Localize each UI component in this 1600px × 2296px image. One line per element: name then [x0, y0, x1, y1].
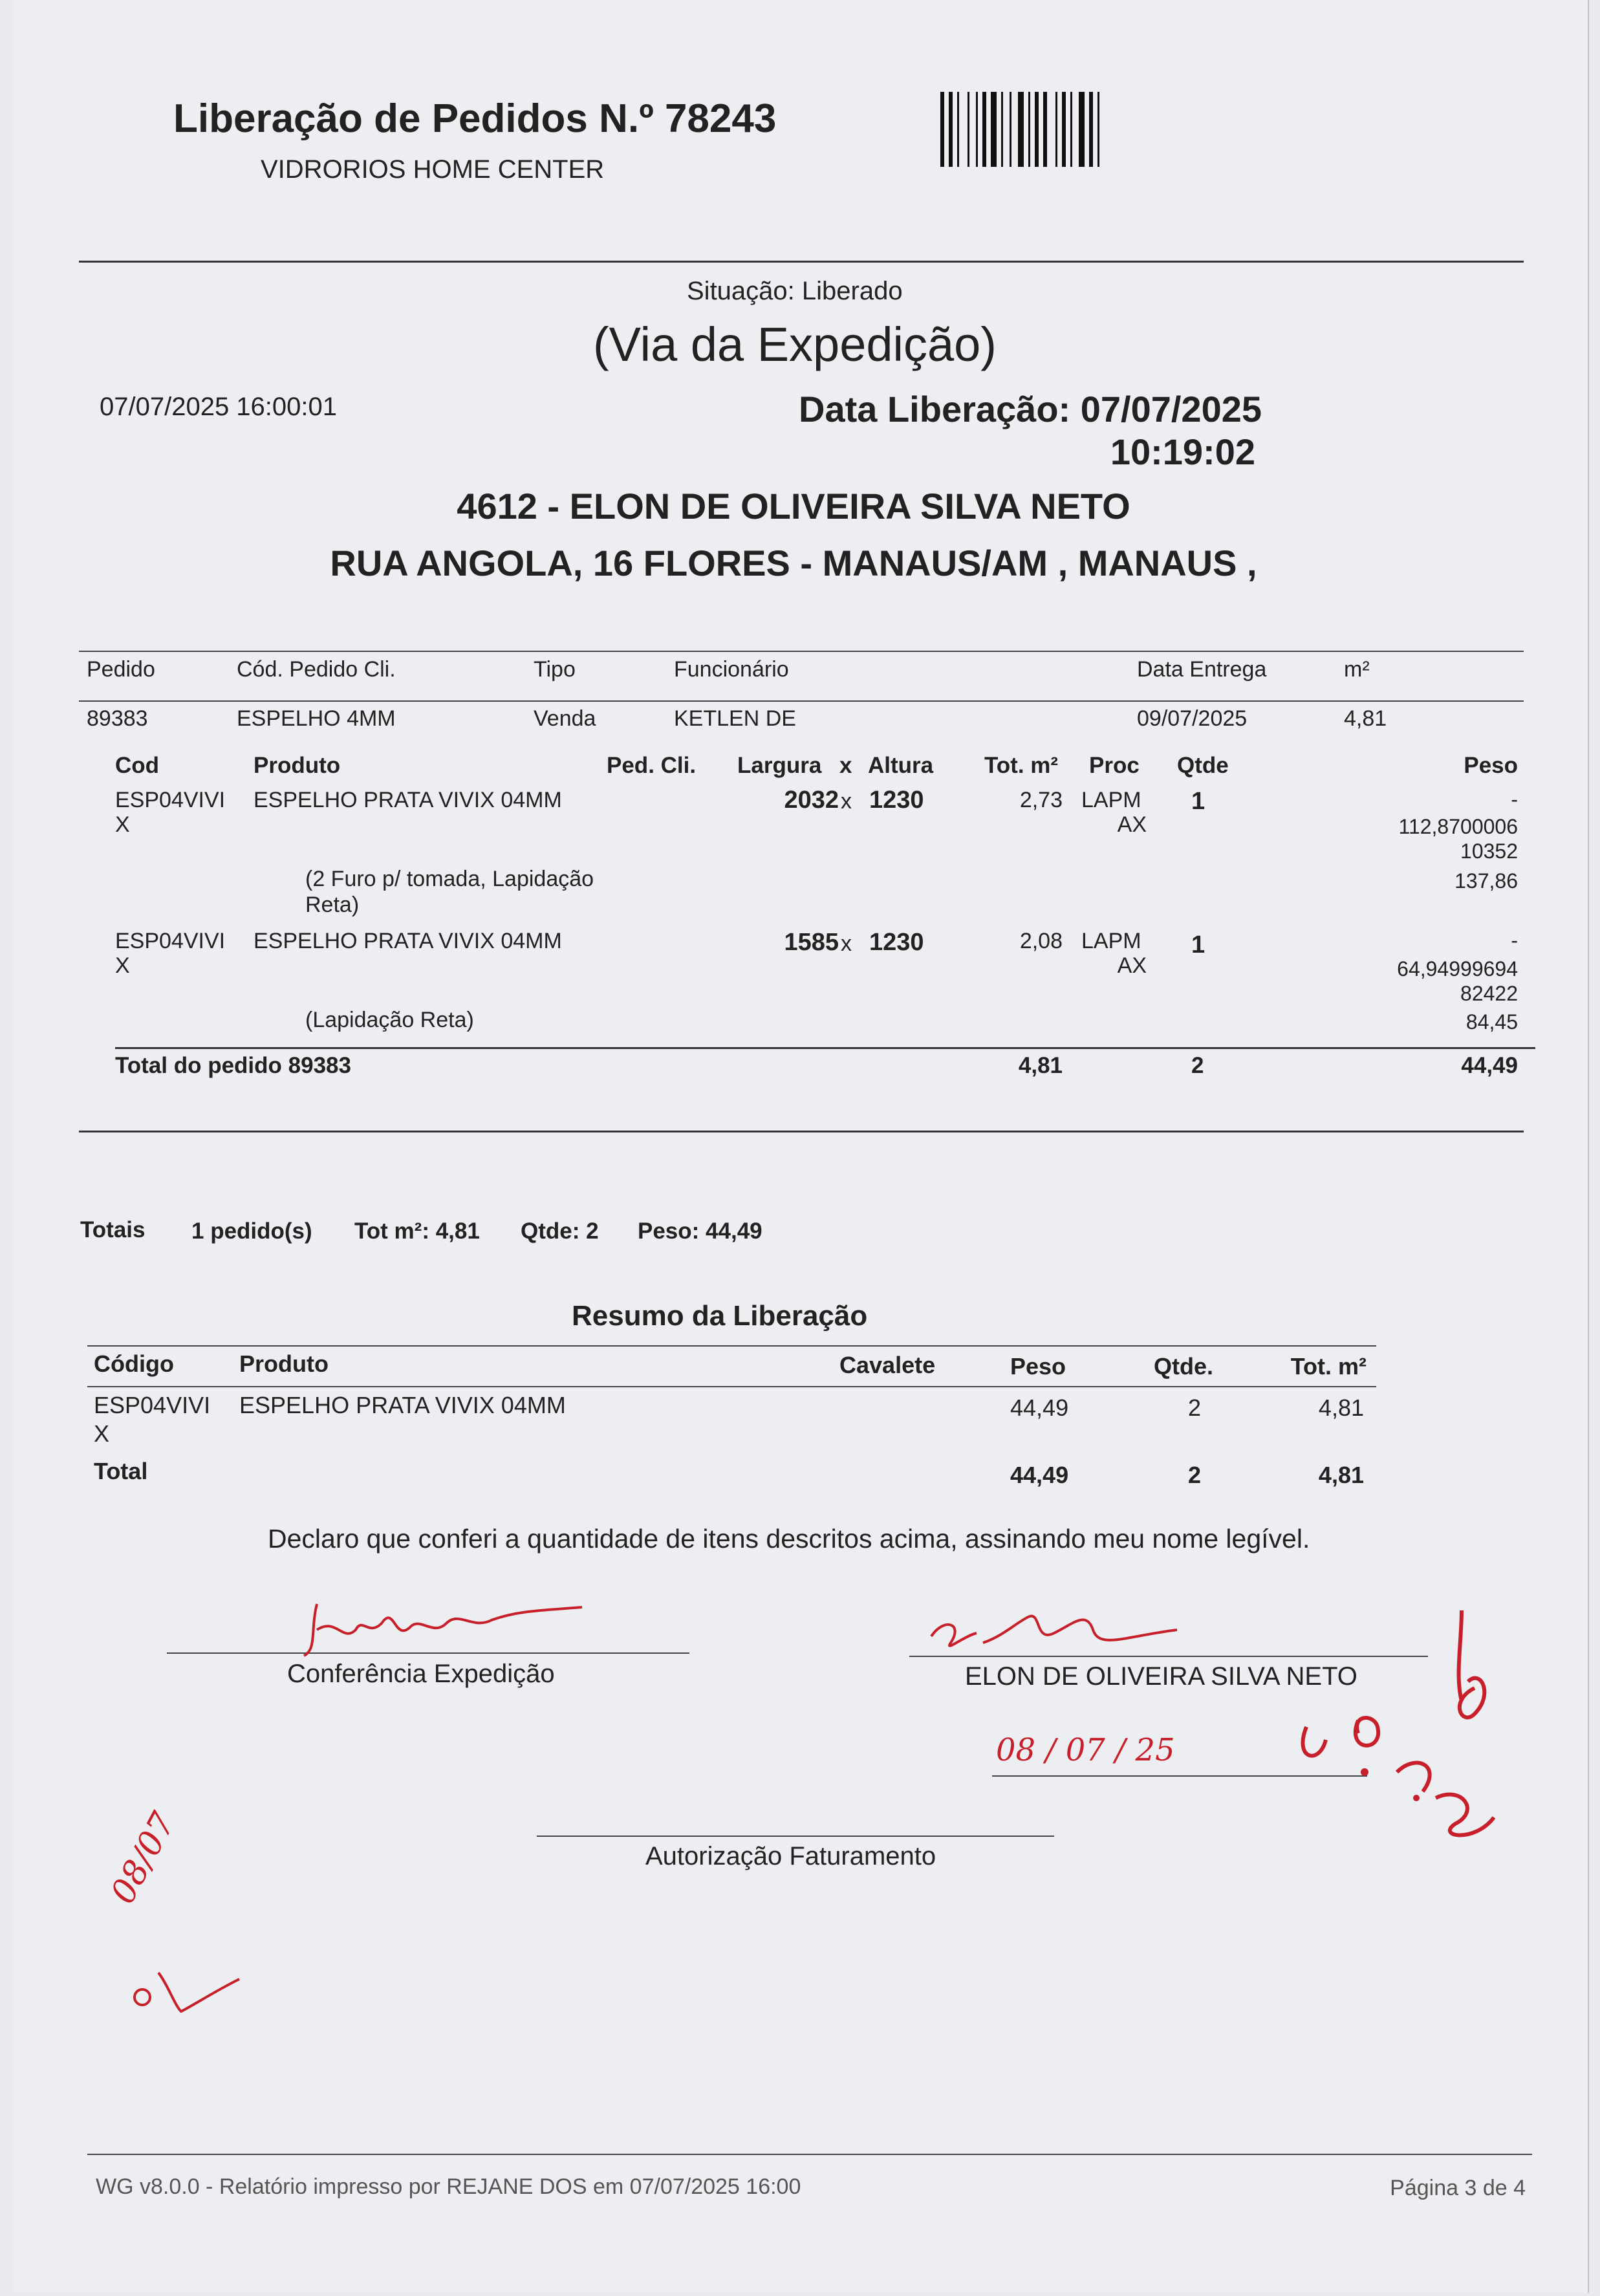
summary-row-codigo-cont: X [94, 1420, 110, 1447]
items-col-largura: Largura [737, 753, 822, 778]
summary-row-tot-m2: 4,81 [1318, 1394, 1364, 1421]
address-line: RUA ANGOLA, 16 FLORES - MANAUS/AM , MANAUS , [330, 543, 1257, 583]
items-col-proc: Proc [1089, 753, 1140, 778]
company-name: VIDRORIOS HOME CENTER [261, 155, 605, 184]
summary-total-qtde: 2 [1187, 1462, 1201, 1488]
copy-label: (Via da Expedição) [593, 318, 997, 371]
order-header-top-rule [79, 651, 1524, 652]
item2-cod-cont: X [115, 953, 130, 978]
document-sheet [13, 0, 1589, 2293]
totals-orders: 1 pedido(s) [191, 1218, 312, 1244]
item1-cod-cont: X [115, 812, 130, 837]
order-total-qtde: 2 [1191, 1053, 1204, 1078]
summary-total-tot-m2: 4,81 [1318, 1462, 1364, 1488]
col-cod-pedido-cli: Cód. Pedido Cli. [237, 657, 396, 682]
footer-page: Página 3 de 4 [1390, 2176, 1526, 2200]
item1-tot-m2: 2,73 [1019, 788, 1063, 812]
summary-col-qtde: Qtde. [1154, 1353, 1214, 1380]
items-col-ped-cli: Ped. Cli. [607, 753, 697, 778]
summary-total-label: Total [94, 1458, 148, 1484]
totals-label: Totais [80, 1217, 146, 1242]
item1-produto: ESPELHO PRATA VIVIX 04MM [254, 788, 562, 812]
item2-peso-dash: - [1511, 929, 1518, 952]
order-total-label: Total do pedido 89383 [115, 1053, 351, 1078]
footer-rule [87, 2154, 1532, 2155]
item2-peso-raw-cont: 82422 [1460, 982, 1518, 1005]
col-pedido: Pedido [87, 657, 155, 682]
val-funcionario: KETLEN DE [674, 706, 796, 731]
order-header-bottom-rule [79, 700, 1524, 702]
declaration-text: Declaro que conferi a quantidade de itens descritos acima, assinando meu nome legível. [268, 1524, 1310, 1554]
item1-peso-raw: 112,8700006 [1398, 815, 1518, 838]
item2-tot-m2: 2,08 [1019, 929, 1063, 953]
margin-initials [129, 1947, 272, 2024]
items-col-x: x [839, 753, 852, 778]
val-pedido: 89383 [87, 706, 148, 731]
col-funcionario: Funcionário [674, 657, 789, 682]
summary-col-produto: Produto [239, 1350, 329, 1377]
item1-peso-dash: - [1511, 788, 1518, 811]
item1-altura: 1230 [869, 786, 924, 814]
order-total-peso: 44,49 [1461, 1053, 1518, 1078]
summary-col-codigo: Código [94, 1350, 174, 1377]
signature-large-right [1268, 1604, 1513, 1876]
val-tipo: Venda [534, 706, 596, 731]
item2-note: (Lapidação Reta) [305, 1008, 474, 1032]
val-data-entrega: 09/07/2025 [1137, 706, 1248, 731]
status-text: Situação: Liberado [687, 277, 903, 305]
col-m2: m² [1344, 657, 1370, 682]
summary-col-tot-m2: Tot. m² [1290, 1353, 1367, 1380]
document-title: Liberação de Pedidos N.º 78243 [173, 96, 777, 141]
handwritten-date: 08 / 07 / 25 [996, 1732, 1175, 1768]
signature-left [297, 1591, 589, 1669]
item2-proc-cont: AX [1117, 953, 1147, 978]
item1-proc-cont: AX [1117, 812, 1147, 837]
printed-timestamp: 07/07/2025 16:00:01 [100, 393, 338, 421]
item2-peso-raw: 64,94999694 [1397, 957, 1518, 980]
item2-altura: 1230 [869, 929, 924, 956]
item2-cod: ESP04VIVI [115, 929, 226, 953]
items-col-tot-m2: Tot. m² [984, 753, 1059, 778]
item1-note-cont: Reta) [305, 893, 360, 917]
item2-produto: ESPELHO PRATA VIVIX 04MM [254, 929, 562, 953]
items-col-produto: Produto [254, 753, 341, 778]
col-tipo: Tipo [534, 657, 576, 682]
col-data-entrega: Data Entrega [1137, 657, 1267, 682]
summary-row-codigo: ESP04VIVI [94, 1392, 211, 1418]
order-total-rule [115, 1047, 1535, 1049]
billing-label: Autorização Faturamento [645, 1842, 936, 1870]
signature-right [918, 1597, 1190, 1669]
section-divider [79, 1131, 1524, 1132]
signature-label-left: Conferência Expedição [287, 1660, 555, 1688]
summary-total-peso: 44,49 [1010, 1462, 1069, 1488]
items-col-cod: Cod [115, 753, 160, 778]
val-cod-pedido-cli: ESPELHO 4MM [237, 706, 396, 731]
totals-peso: Peso: 44,49 [638, 1218, 762, 1244]
item1-note: (2 Furo p/ tomada, Lapidação [305, 867, 594, 891]
items-col-qtde: Qtde [1177, 753, 1229, 778]
item2-largura: 1585 [784, 929, 839, 956]
item2-peso: 84,45 [1465, 1010, 1518, 1034]
totals-m2: Tot m²: 4,81 [354, 1218, 480, 1244]
item2-x: x [841, 931, 852, 956]
item2-proc: LAPM [1081, 929, 1141, 953]
item1-proc: LAPM [1081, 788, 1141, 812]
item2-qtde: 1 [1191, 931, 1205, 958]
totals-qtde: Qtde: 2 [521, 1218, 599, 1244]
barcode [938, 91, 1203, 168]
summary-title: Resumo da Liberação [572, 1300, 868, 1332]
item1-qtde: 1 [1191, 788, 1205, 815]
items-col-peso: Peso [1464, 753, 1518, 778]
header-divider [79, 261, 1524, 263]
signature-label-right: ELON DE OLIVEIRA SILVA NETO [965, 1662, 1357, 1691]
margin-note: 08/07 [103, 1806, 184, 1911]
items-col-altura: Altura [868, 753, 934, 778]
release-date: Data Liberação: 07/07/2025 [799, 389, 1262, 429]
summary-header-rule [87, 1386, 1376, 1387]
release-time: 10:19:02 [1110, 431, 1255, 472]
summary-col-peso: Peso [1010, 1353, 1066, 1380]
item1-cod: ESP04VIVI [115, 788, 226, 812]
billing-line [537, 1836, 1054, 1837]
summary-row-peso: 44,49 [1010, 1394, 1069, 1421]
item1-peso: 137,86 [1454, 869, 1518, 893]
val-m2: 4,81 [1344, 706, 1387, 731]
client-line: 4612 - ELON DE OLIVEIRA SILVA NETO [457, 486, 1130, 526]
item1-peso-raw-cont: 10352 [1460, 839, 1518, 863]
summary-top-rule [87, 1345, 1376, 1347]
summary-row-produto: ESPELHO PRATA VIVIX 04MM [239, 1392, 566, 1418]
item1-x: x [841, 789, 852, 814]
footer-left: WG v8.0.0 - Relatório impresso por REJANE DOS em 07/07/2025 16:00 [96, 2174, 801, 2199]
item1-largura: 2032 [784, 786, 839, 814]
summary-row-qtde: 2 [1187, 1394, 1201, 1421]
order-total-m2: 4,81 [1018, 1053, 1063, 1078]
summary-col-cavalete: Cavalete [839, 1352, 936, 1378]
